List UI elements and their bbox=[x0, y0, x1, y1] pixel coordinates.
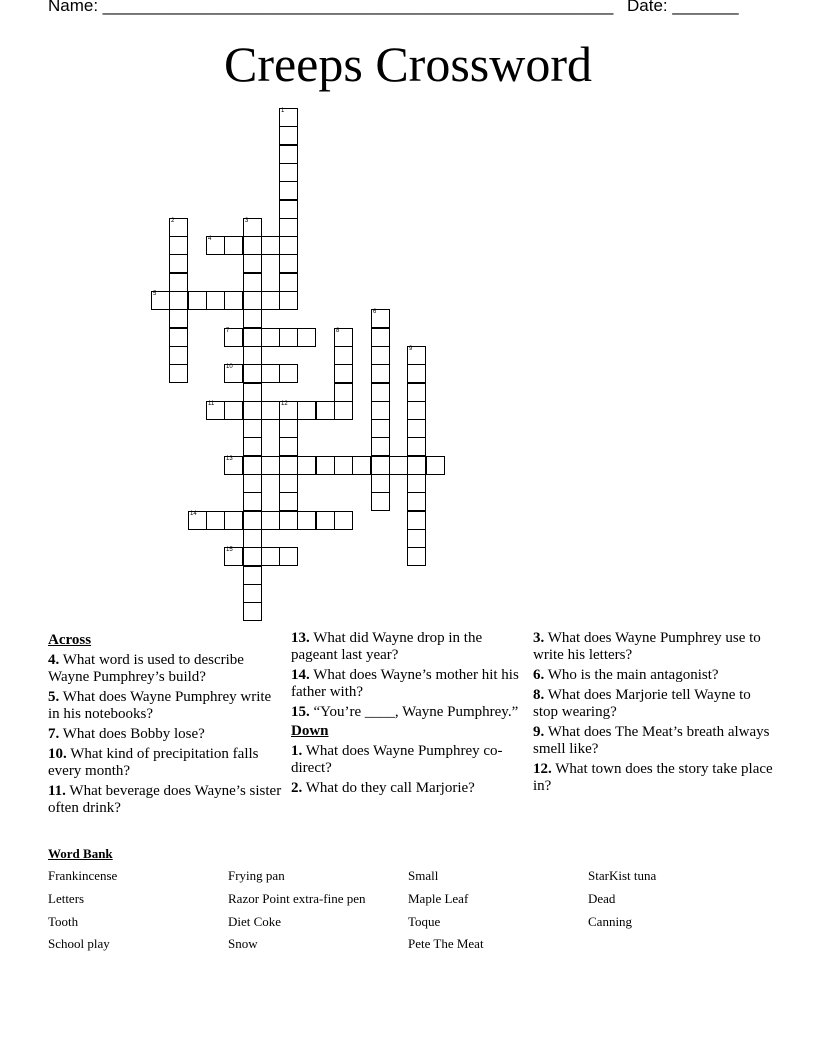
grid-cell[interactable] bbox=[316, 456, 335, 475]
clue-down-2: 2. What do they call Marjorie? bbox=[291, 780, 475, 796]
grid-cell[interactable] bbox=[224, 236, 243, 255]
grid-cell[interactable] bbox=[279, 200, 298, 219]
clue-across-11: 11. What beverage does Wayne’s sister often drink? bbox=[48, 783, 282, 816]
grid-cell[interactable] bbox=[224, 456, 243, 475]
grid-cell[interactable] bbox=[224, 547, 243, 566]
grid-cell[interactable] bbox=[243, 254, 262, 273]
grid-cell[interactable] bbox=[297, 401, 316, 420]
clue-number: 5 bbox=[153, 291, 157, 297]
grid-cell[interactable] bbox=[371, 309, 390, 328]
clue-number: 13 bbox=[226, 456, 233, 462]
grid-cell[interactable] bbox=[407, 383, 426, 402]
clue-down-8: 8. What does Marjorie tell Wayne to stop wearing? bbox=[533, 687, 751, 720]
clue-down-3: 3. What does Wayne Pumphrey use to write his letters? bbox=[533, 630, 761, 663]
clue-number: 8 bbox=[336, 328, 340, 334]
word-bank-item: Frying pan bbox=[228, 868, 285, 883]
grid-cell[interactable] bbox=[169, 346, 188, 365]
grid-cell[interactable] bbox=[279, 145, 298, 164]
grid-cell[interactable] bbox=[243, 401, 262, 420]
grid-cell[interactable] bbox=[243, 273, 262, 292]
grid-cell[interactable] bbox=[279, 254, 298, 273]
grid-cell[interactable] bbox=[243, 437, 262, 456]
grid-cell[interactable] bbox=[371, 419, 390, 438]
word-bank-item: StarKist tuna bbox=[588, 868, 657, 883]
clue-number: 9 bbox=[409, 346, 413, 352]
grid-cell[interactable] bbox=[224, 328, 243, 347]
grid-cell[interactable] bbox=[279, 401, 298, 420]
clue-down-12: 12. What town does the story take place in? bbox=[533, 761, 773, 794]
grid-cell[interactable] bbox=[279, 456, 298, 475]
grid-cell[interactable] bbox=[371, 346, 390, 365]
grid-cell[interactable] bbox=[407, 456, 426, 475]
grid-cell[interactable] bbox=[224, 291, 243, 310]
clue-number: 4 bbox=[208, 236, 212, 242]
clue-number: 12 bbox=[281, 401, 288, 407]
grid-cell[interactable] bbox=[261, 511, 280, 530]
grid-cell[interactable] bbox=[371, 437, 390, 456]
grid-cell[interactable] bbox=[243, 602, 262, 621]
grid-cell[interactable] bbox=[261, 291, 280, 310]
grid-cell[interactable] bbox=[188, 291, 207, 310]
grid-cell[interactable] bbox=[371, 492, 390, 511]
grid-cell[interactable] bbox=[371, 383, 390, 402]
word-bank-item: Small bbox=[408, 868, 439, 883]
grid-cell[interactable] bbox=[407, 547, 426, 566]
grid-cell[interactable] bbox=[169, 328, 188, 347]
grid-cell[interactable] bbox=[297, 328, 316, 347]
grid-cell[interactable] bbox=[426, 456, 445, 475]
word-bank-item: Razor Point extra-fine pen bbox=[228, 891, 366, 906]
grid-cell[interactable] bbox=[261, 456, 280, 475]
grid-cell[interactable] bbox=[371, 474, 390, 493]
grid-cell[interactable] bbox=[243, 474, 262, 493]
clue-number: 11 bbox=[208, 401, 215, 407]
clue-across-4: 4. What word is used to describe Wayne Pumphrey’s build? bbox=[48, 652, 244, 685]
grid-cell[interactable] bbox=[334, 456, 353, 475]
clue-down-6: 6. Who is the main antagonist? bbox=[533, 667, 719, 683]
word-bank-item: School play bbox=[48, 936, 110, 951]
grid-cell[interactable] bbox=[371, 364, 390, 383]
grid-cell[interactable] bbox=[169, 254, 188, 273]
grid-cell[interactable] bbox=[407, 529, 426, 548]
grid-cell[interactable] bbox=[279, 181, 298, 200]
grid-cell[interactable] bbox=[243, 346, 262, 365]
clue-down-9: 9. What does The Meat’s breath always smell like? bbox=[533, 724, 770, 757]
grid-cell[interactable] bbox=[407, 511, 426, 530]
grid-cell[interactable] bbox=[243, 529, 262, 548]
grid-cell[interactable] bbox=[243, 419, 262, 438]
clue-down-1: 1. What does Wayne Pumphrey co-direct? bbox=[291, 743, 503, 776]
grid-cell[interactable] bbox=[279, 126, 298, 145]
clue-across-5: 5. What does Wayne Pumphrey write in his notebooks? bbox=[48, 689, 272, 722]
grid-cell[interactable] bbox=[407, 474, 426, 493]
grid-cell[interactable] bbox=[243, 328, 262, 347]
grid-cell[interactable] bbox=[279, 437, 298, 456]
grid-cell[interactable] bbox=[279, 108, 298, 127]
down-heading: Down bbox=[291, 723, 329, 739]
word-bank-item: Diet Coke bbox=[228, 914, 282, 929]
grid-cell[interactable] bbox=[243, 547, 262, 566]
across-heading: Across bbox=[48, 632, 92, 648]
word-bank-item: Tooth bbox=[48, 914, 79, 929]
grid-cell[interactable] bbox=[371, 328, 390, 347]
grid-cell[interactable] bbox=[243, 309, 262, 328]
grid-cell[interactable] bbox=[261, 547, 280, 566]
grid-cell[interactable] bbox=[297, 511, 316, 530]
grid-cell[interactable] bbox=[279, 419, 298, 438]
grid-cell[interactable] bbox=[206, 236, 225, 255]
grid-cell[interactable] bbox=[188, 511, 207, 530]
grid-cell[interactable] bbox=[407, 364, 426, 383]
clue-number: 10 bbox=[226, 364, 233, 370]
grid-cell[interactable] bbox=[297, 456, 316, 475]
clue-number: 7 bbox=[226, 328, 230, 334]
grid-cell[interactable] bbox=[334, 401, 353, 420]
grid-cell[interactable] bbox=[279, 364, 298, 383]
clue-number: 6 bbox=[373, 309, 377, 315]
grid-cell[interactable] bbox=[261, 401, 280, 420]
grid-cell[interactable] bbox=[169, 236, 188, 255]
grid-cell[interactable] bbox=[151, 291, 170, 310]
clue-number: 3 bbox=[245, 218, 249, 224]
word-bank-item: Dead bbox=[588, 891, 616, 906]
grid-cell[interactable] bbox=[279, 328, 298, 347]
grid-cell[interactable] bbox=[279, 547, 298, 566]
grid-cell[interactable] bbox=[334, 364, 353, 383]
grid-cell[interactable] bbox=[243, 492, 262, 511]
grid-cell[interactable] bbox=[279, 474, 298, 493]
grid-cell[interactable] bbox=[279, 236, 298, 255]
grid-cell[interactable] bbox=[169, 218, 188, 237]
clue-number: 2 bbox=[171, 218, 175, 224]
grid-cell[interactable] bbox=[261, 328, 280, 347]
grid-cell[interactable] bbox=[371, 401, 390, 420]
grid-cell[interactable] bbox=[279, 492, 298, 511]
grid-cell[interactable] bbox=[224, 364, 243, 383]
grid-cell[interactable] bbox=[243, 291, 262, 310]
grid-cell[interactable] bbox=[206, 401, 225, 420]
clue-across-14: 14. What does Wayne’s mother hit his father with? bbox=[291, 667, 519, 700]
grid-cell[interactable] bbox=[206, 511, 225, 530]
word-bank-item: Maple Leaf bbox=[408, 891, 469, 906]
grid-cell[interactable] bbox=[407, 346, 426, 365]
grid-cell[interactable] bbox=[407, 492, 426, 511]
grid-cell[interactable] bbox=[316, 511, 335, 530]
clue-across-13: 13. What did Wayne drop in the pageant last year? bbox=[291, 630, 483, 663]
clue-number: 14 bbox=[190, 511, 197, 517]
clue-across-15: 15. “You’re ____, Wayne Pumphrey.” bbox=[291, 704, 519, 720]
clue-number: 15 bbox=[226, 547, 233, 553]
word-bank-item: Frankincense bbox=[48, 868, 118, 883]
grid-cell[interactable] bbox=[279, 291, 298, 310]
grid-cell[interactable] bbox=[279, 511, 298, 530]
grid-cell[interactable] bbox=[279, 163, 298, 182]
clues-column-3 bbox=[533, 630, 773, 795]
grid-cell[interactable] bbox=[224, 511, 243, 530]
grid-cell[interactable] bbox=[407, 437, 426, 456]
name-field-label: Name: ______________________________________________________ bbox=[48, 0, 614, 15]
grid-cell[interactable] bbox=[243, 511, 262, 530]
grid-cell[interactable] bbox=[206, 291, 225, 310]
grid-cell[interactable] bbox=[334, 328, 353, 347]
clues-column-2 bbox=[291, 630, 519, 797]
grid-cell[interactable] bbox=[169, 309, 188, 328]
word-bank-item: Snow bbox=[228, 936, 258, 951]
grid-cell[interactable] bbox=[279, 273, 298, 292]
word-bank-item: Canning bbox=[588, 914, 633, 929]
grid-cell[interactable] bbox=[334, 346, 353, 365]
grid-cell[interactable] bbox=[261, 236, 280, 255]
clues-column-1 bbox=[48, 630, 286, 817]
grid-cell[interactable] bbox=[407, 419, 426, 438]
clue-across-7: 7. What does Bobby lose? bbox=[48, 726, 205, 742]
grid-cell[interactable] bbox=[407, 401, 426, 420]
page-title: Creeps Crossword bbox=[223, 36, 593, 92]
clue-number: 1 bbox=[281, 108, 285, 114]
grid-cell[interactable] bbox=[243, 566, 262, 585]
grid-cell[interactable] bbox=[243, 364, 262, 383]
grid-cell[interactable] bbox=[243, 456, 262, 475]
word-bank-item: Toque bbox=[408, 914, 441, 929]
grid-cell[interactable] bbox=[243, 218, 262, 237]
grid-cell[interactable] bbox=[169, 291, 188, 310]
grid-cell[interactable] bbox=[352, 456, 371, 475]
grid-cell[interactable] bbox=[389, 456, 408, 475]
grid-cell[interactable] bbox=[334, 383, 353, 402]
grid-cell[interactable] bbox=[261, 364, 280, 383]
word-bank-heading: Word Bank bbox=[48, 846, 113, 861]
grid-cell[interactable] bbox=[334, 511, 353, 530]
clue-across-10: 10. What kind of precipitation falls every month? bbox=[48, 746, 259, 779]
word-bank-item: Pete The Meat bbox=[408, 936, 484, 951]
grid-cell[interactable] bbox=[279, 218, 298, 237]
grid-cell[interactable] bbox=[371, 456, 390, 475]
word-bank-item: Letters bbox=[48, 891, 85, 906]
grid-cell[interactable] bbox=[243, 383, 262, 402]
grid-cell[interactable] bbox=[316, 401, 335, 420]
date-field-label: Date: _______ bbox=[627, 0, 739, 15]
grid-cell[interactable] bbox=[169, 273, 188, 292]
grid-cell[interactable] bbox=[243, 236, 262, 255]
grid-cell[interactable] bbox=[224, 401, 243, 420]
grid-cell[interactable] bbox=[169, 364, 188, 383]
grid-cell[interactable] bbox=[243, 584, 262, 603]
